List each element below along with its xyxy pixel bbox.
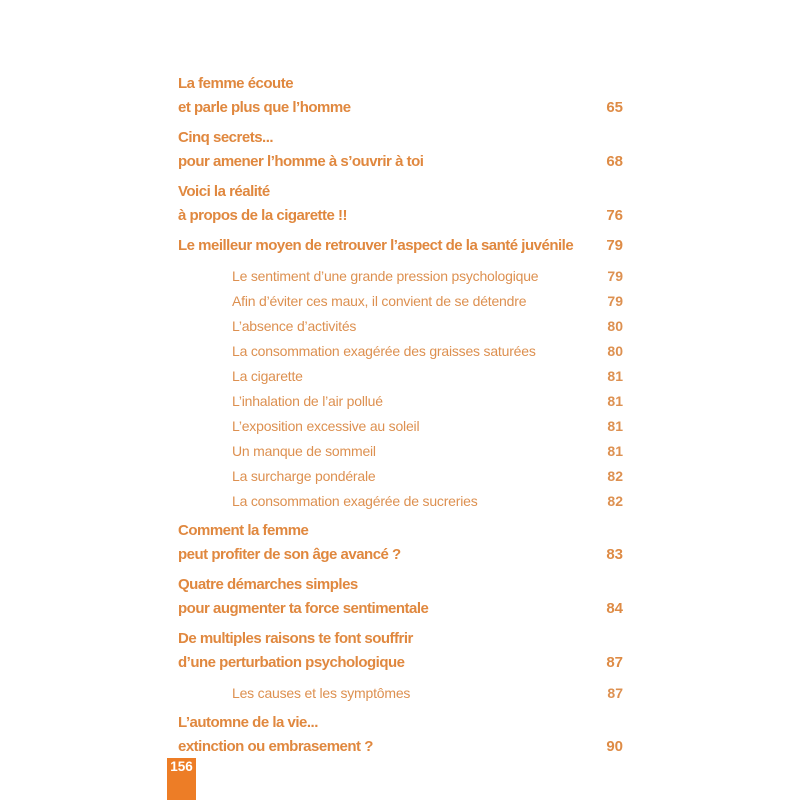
toc-entry <box>178 364 623 389</box>
toc-entry-line: L’inhalation de l’air pollué <box>232 393 383 409</box>
toc-entry <box>178 264 623 289</box>
toc-entry-line: L’exposition excessive au soleil <box>232 418 420 434</box>
page-number: 156 <box>170 759 193 774</box>
toc-entry-title <box>232 439 607 464</box>
toc-entry-title <box>232 681 607 706</box>
toc-entry <box>178 464 623 489</box>
toc-entry-line: extinction ou embrasement ? <box>178 738 373 755</box>
toc-entry-title <box>232 389 607 414</box>
toc-entry-line: Cinq secrets... <box>178 129 274 146</box>
toc-entry <box>178 126 623 174</box>
toc-entry-line: L’absence d’activités <box>232 318 357 334</box>
toc-entry-page-number: 79 <box>607 293 623 309</box>
toc-entry-line: La femme écoute <box>178 75 294 92</box>
toc-entry <box>178 389 623 414</box>
toc-entry-page-number: 84 <box>606 600 623 617</box>
toc-entry <box>178 234 623 258</box>
toc-entry-line: pour augmenter ta force sentimentale <box>178 600 429 617</box>
toc-entry <box>178 414 623 439</box>
toc-entry-line: De multiples raisons te font souffrir <box>178 630 413 647</box>
toc-entry-page-number: 76 <box>606 207 623 224</box>
toc-entry-page-number: 79 <box>607 268 623 284</box>
toc-entry-page-number: 80 <box>607 343 623 359</box>
toc-entry-page-number: 87 <box>606 654 623 671</box>
toc-entry-title <box>232 264 607 289</box>
toc-entry-title <box>178 573 606 621</box>
toc-entry-title <box>178 711 606 759</box>
toc-entry-page-number: 65 <box>606 99 623 116</box>
toc-entry-page-number: 79 <box>606 237 623 254</box>
toc-entry <box>178 289 623 314</box>
toc-entry-page-number: 82 <box>607 493 623 509</box>
toc-entry-page-number: 81 <box>607 418 623 434</box>
toc-entry-title <box>232 464 607 489</box>
toc-entry-line: Le meilleur moyen de retrouver l’aspect de la santé juvénile <box>178 237 574 254</box>
toc-entry <box>178 339 623 364</box>
toc-entry-page-number: 90 <box>606 738 623 755</box>
toc-entry <box>178 681 623 706</box>
toc-entry-page-number: 68 <box>606 153 623 170</box>
toc-entry-line: Le sentiment d’une grande pression psychologique <box>232 268 539 284</box>
toc-entry <box>178 711 623 759</box>
toc-entry-line: La consommation exagérée de sucreries <box>232 493 478 509</box>
toc-entry-line: Les causes et les symptômes <box>232 685 411 701</box>
toc-entry-title <box>232 414 607 439</box>
toc-entry <box>178 72 623 120</box>
toc-entry <box>178 489 623 514</box>
toc-entry <box>178 519 623 567</box>
toc-entry-title <box>178 126 606 174</box>
toc-entry-line: La cigarette <box>232 368 303 384</box>
toc-entry-title <box>232 314 607 339</box>
toc-entry-title <box>232 364 607 389</box>
toc-entry-line: La consommation exagérée des graisses saturées <box>232 343 536 359</box>
toc-entry-title <box>232 489 607 514</box>
toc-entry-line: Afin d’éviter ces maux, il convient de se détendre <box>232 293 527 309</box>
toc-entry-page-number: 83 <box>606 546 623 563</box>
toc-entry <box>178 627 623 675</box>
toc-entry-line: peut profiter de son âge avancé ? <box>178 546 401 563</box>
toc-entry-title <box>178 519 606 567</box>
toc-entry-line: à propos de la cigarette !! <box>178 207 348 224</box>
toc-entry-page-number: 82 <box>607 468 623 484</box>
table-of-contents <box>178 72 623 765</box>
toc-entry <box>178 180 623 228</box>
toc-entry-line: Comment la femme <box>178 522 309 539</box>
toc-entry <box>178 439 623 464</box>
toc-entry-line: Un manque de sommeil <box>232 443 376 459</box>
toc-entry-line: et parle plus que l’homme <box>178 99 351 116</box>
toc-entry-title <box>178 627 606 675</box>
toc-entry-line: Quatre démarches simples <box>178 576 358 593</box>
toc-entry-page-number: 81 <box>607 443 623 459</box>
toc-entry-title <box>178 72 606 120</box>
toc-entry-line: L’automne de la vie... <box>178 714 318 731</box>
toc-entry-line: d’une perturbation psychologique <box>178 654 405 671</box>
toc-entry-title <box>232 339 607 364</box>
toc-entry-page-number: 81 <box>607 368 623 384</box>
toc-entry-page-number: 81 <box>607 393 623 409</box>
toc-entry-title <box>178 180 606 228</box>
toc-entry <box>178 573 623 621</box>
toc-entry-line: La surcharge pondérale <box>232 468 376 484</box>
toc-entry-page-number: 80 <box>607 318 623 334</box>
toc-entry-title <box>232 289 607 314</box>
toc-entry-title <box>178 234 606 258</box>
page-number-tab <box>167 758 196 800</box>
toc-entry-line: pour amener l’homme à s’ouvrir à toi <box>178 153 424 170</box>
toc-entry-page-number: 87 <box>607 685 623 701</box>
toc-entry <box>178 314 623 339</box>
toc-entry-line: Voici la réalité <box>178 183 270 200</box>
